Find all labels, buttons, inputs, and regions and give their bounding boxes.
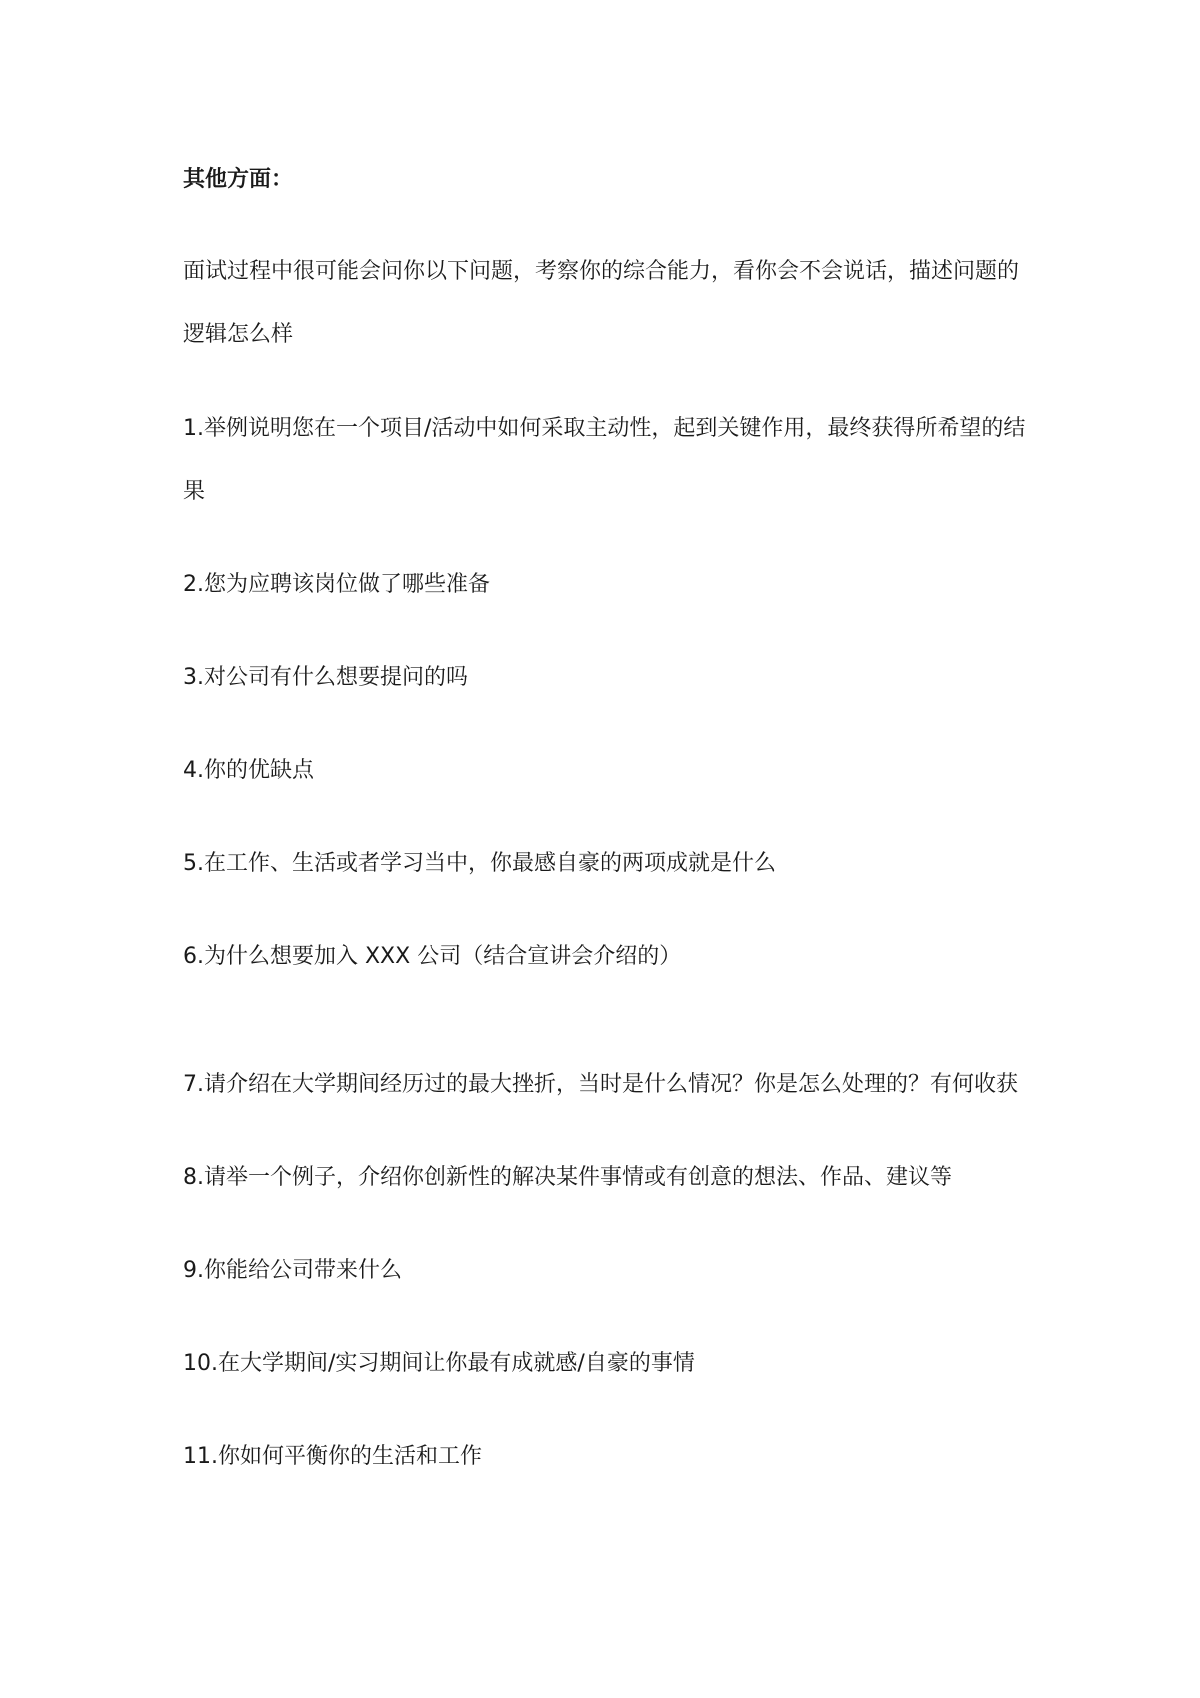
section-heading: 其他方面：: [183, 167, 294, 192]
intro-line-1: 面试过程中很可能会问你以下问题，考察你的综合能力，看你会不会说话，描述问题的: [183, 259, 1020, 284]
question-9: 9.你能给公司带来什么: [183, 1258, 402, 1283]
question-1-line-2: 果: [183, 479, 206, 504]
question-11: 11.你如何平衡你的生活和工作: [183, 1444, 482, 1469]
intro-line-2: 逻辑怎么样: [183, 322, 294, 347]
question-8: 8.请举一个例子，介绍你创新性的解决某件事情或有创意的想法、作品、建议等: [183, 1165, 952, 1190]
question-4: 4.你的优缺点: [183, 758, 314, 783]
question-6: 6.为什么想要加入 XXX 公司（结合宣讲会介绍的）: [183, 944, 682, 969]
question-5: 5.在工作、生活或者学习当中，你最感自豪的两项成就是什么: [183, 851, 776, 876]
question-10: 10.在大学期间/实习期间让你最有成就感/自豪的事情: [183, 1351, 695, 1376]
question-3: 3.对公司有什么想要提问的吗: [183, 665, 468, 690]
question-1-line-1: 1.举例说明您在一个项目/活动中如何采取主动性，起到关键作用，最终获得所希望的结: [183, 416, 1026, 441]
question-2: 2.您为应聘该岗位做了哪些准备: [183, 572, 490, 597]
question-7: 7.请介绍在大学期间经历过的最大挫折，当时是什么情况？你是怎么处理的？有何收获: [183, 1072, 1018, 1097]
